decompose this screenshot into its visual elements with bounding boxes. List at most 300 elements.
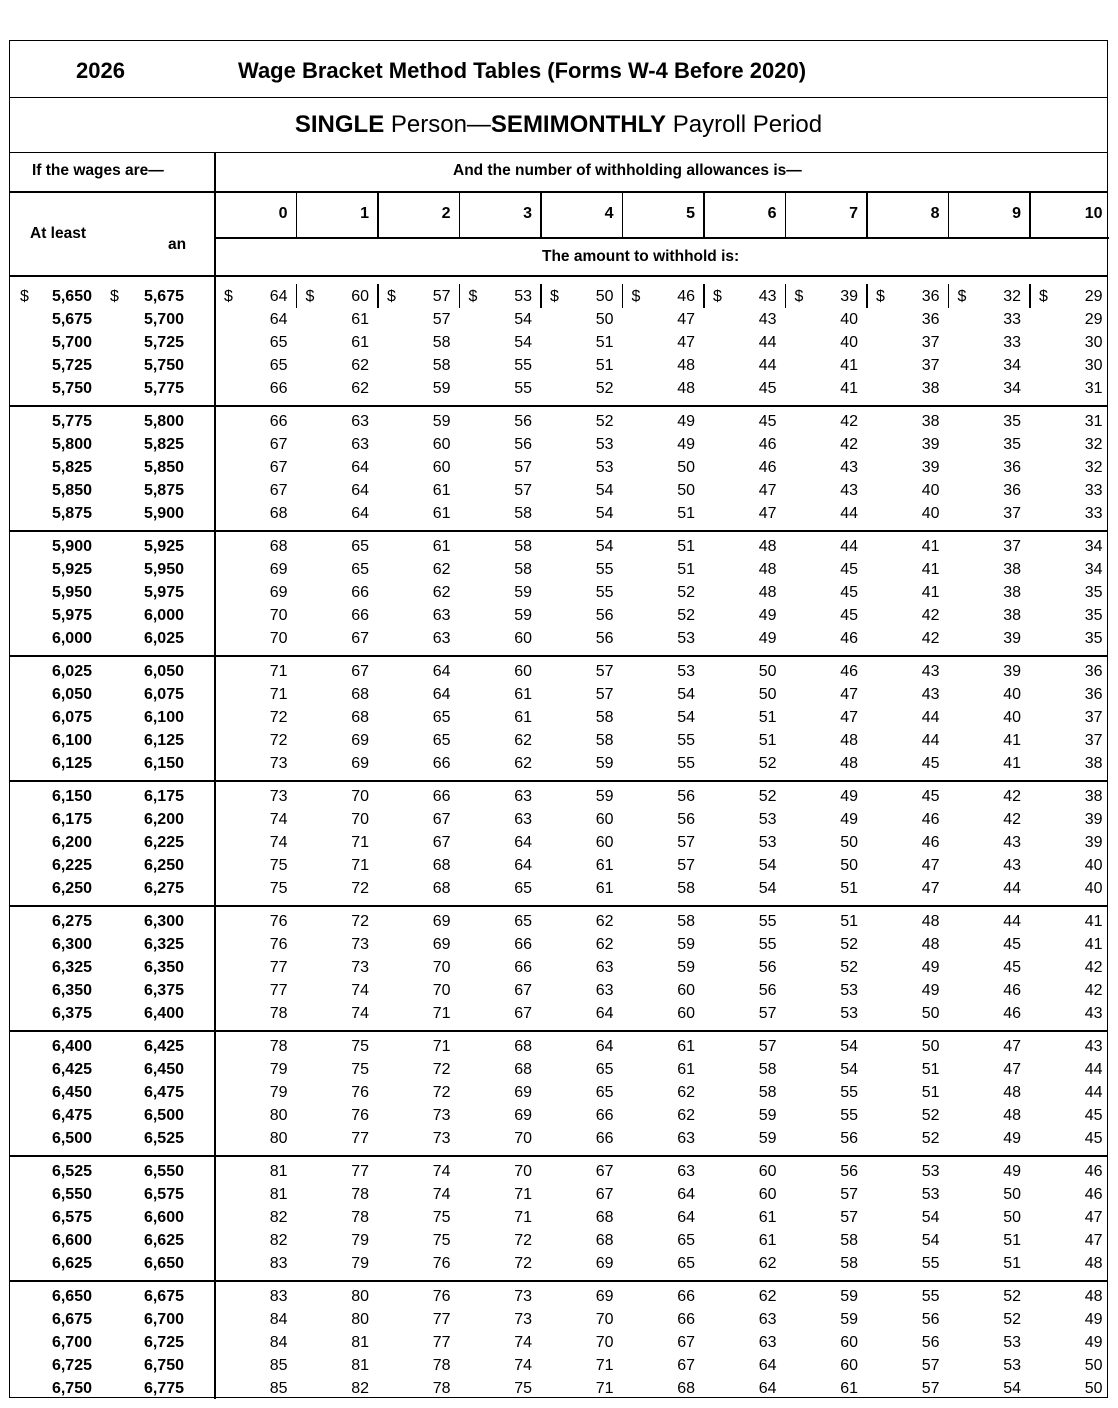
withholding-amount: 34 [1003, 380, 1021, 397]
withholding-amount: 32 [1084, 459, 1103, 476]
withholding-amount: 41 [1084, 913, 1103, 930]
withholding-amount: 52 [840, 959, 858, 976]
table-row [10, 979, 1107, 1002]
withholding-amount: 75 [351, 1061, 369, 1078]
withholding-amount: 63 [351, 436, 369, 453]
withholding-amount: 42 [921, 630, 940, 647]
withholding-amount: 50 [758, 686, 777, 703]
withholding-amount: 39 [1003, 630, 1021, 647]
withholding-amount: 76 [432, 1255, 451, 1272]
withholding-amount: 70 [595, 1334, 614, 1351]
table-row [10, 1081, 1107, 1104]
withholding-amount: 35 [1084, 584, 1103, 601]
withholding-amount: 48 [840, 732, 858, 749]
withholding-amount: 66 [595, 1107, 614, 1124]
withholding-amount: 58 [514, 505, 532, 522]
withholding-amount: 63 [514, 788, 532, 805]
table-row [10, 1035, 1107, 1058]
withholding-amount: 43 [840, 459, 858, 476]
wage-but-less-than: 5,925 [143, 538, 184, 555]
withholding-amount: 43 [1084, 1005, 1103, 1022]
withholding-amount: 79 [269, 1084, 288, 1101]
withholding-amount: 52 [840, 936, 858, 953]
allowance-column-5: 5 [686, 205, 695, 222]
allowance-column-1: 1 [360, 205, 369, 222]
withholding-amount: 78 [432, 1380, 451, 1397]
wage-but-less-than: 6,300 [143, 913, 184, 930]
filing-status: SINGLE [294, 111, 385, 138]
withholding-amount: 51 [677, 505, 695, 522]
withholding-amount: 58 [432, 334, 451, 351]
wage-but-less-than: 6,450 [143, 1061, 184, 1078]
withholding-amount: 56 [758, 982, 777, 999]
table-row [10, 1160, 1107, 1183]
withholding-amount: 74 [351, 982, 369, 999]
table-row [10, 354, 1107, 377]
table-row [10, 1104, 1107, 1127]
withholding-amount: 29 [1084, 288, 1103, 305]
withholding-amount: 45 [921, 755, 940, 772]
withholding-amount: 52 [758, 755, 777, 772]
withholding-amount: 71 [514, 1186, 532, 1203]
withholding-amount: 46 [921, 834, 940, 851]
withholding-amount: 65 [432, 709, 451, 726]
wage-but-less-than: 6,500 [143, 1107, 184, 1124]
withholding-amount: 38 [1084, 788, 1103, 805]
withholding-amount: 43 [1003, 857, 1021, 874]
withholding-amount: 32 [1003, 288, 1021, 305]
withholding-amount: 64 [351, 482, 369, 499]
wage-at-least: 6,225 [51, 857, 92, 874]
withholding-amount: 41 [1084, 936, 1103, 953]
withholding-amount: 54 [514, 334, 532, 351]
withholding-amount: 63 [432, 607, 451, 624]
withholding-amount: 73 [269, 755, 288, 772]
wage-bracket-table-document [9, 40, 1108, 1398]
withholding-amount: 74 [269, 834, 288, 851]
withholding-amount: 49 [921, 982, 940, 999]
withholding-amount: 70 [351, 811, 369, 828]
withholding-amount: 54 [1003, 1380, 1021, 1397]
withholding-amount: 45 [1003, 936, 1021, 953]
withholding-amount: 38 [1003, 561, 1021, 578]
table-row [10, 706, 1107, 729]
withholding-amount: 44 [921, 709, 940, 726]
withholding-amount: 72 [514, 1232, 532, 1249]
withholding-amount: 43 [840, 482, 858, 499]
allowance-column-2: 2 [441, 205, 451, 222]
withholding-amount: 66 [432, 788, 451, 805]
withholding-amount: 76 [269, 913, 288, 930]
withholding-amount: 38 [921, 380, 940, 397]
dollar-sign: $ [794, 288, 804, 305]
withholding-amount: 45 [758, 380, 777, 397]
withholding-amount: 66 [269, 413, 288, 430]
withholding-amount: 56 [595, 607, 614, 624]
withholding-amount: 74 [432, 1163, 451, 1180]
withholding-amount: 64 [595, 1038, 614, 1055]
withholding-amount: 30 [1084, 357, 1103, 374]
withholding-amount: 67 [677, 1334, 695, 1351]
withholding-amount: 58 [840, 1255, 858, 1272]
dollar-sign: $ [305, 288, 315, 305]
withholding-amount: 43 [1003, 834, 1021, 851]
withholding-amount: 48 [1003, 1107, 1021, 1124]
withholding-amount: 55 [921, 1255, 940, 1272]
withholding-amount: 35 [1003, 413, 1021, 430]
withholding-amount: 72 [351, 913, 369, 930]
withholding-amount: 67 [269, 459, 288, 476]
withholding-amount: 52 [595, 380, 614, 397]
row-group-divider [10, 1030, 1107, 1032]
withholding-amount: 38 [1003, 584, 1021, 601]
withholding-amount: 71 [432, 1038, 451, 1055]
withholding-amount: 35 [1084, 607, 1103, 624]
withholding-amount: 51 [1003, 1232, 1021, 1249]
withholding-amount: 61 [432, 482, 451, 499]
withholding-amount: 48 [840, 755, 858, 772]
withholding-amount: 67 [432, 811, 451, 828]
table-row [10, 683, 1107, 706]
withholding-amount: 50 [595, 288, 614, 305]
withholding-amount: 65 [514, 880, 532, 897]
withholding-amount: 60 [677, 1005, 695, 1022]
withholding-amount: 72 [269, 709, 288, 726]
table-row [10, 877, 1107, 900]
withholding-amount: 69 [595, 1255, 614, 1272]
withholding-amount: 50 [1084, 1380, 1103, 1397]
withholding-amount: 75 [269, 880, 288, 897]
wage-but-less-than: 6,325 [143, 936, 184, 953]
withholding-amount: 56 [677, 788, 695, 805]
withholding-amount: 53 [1003, 1357, 1021, 1374]
withholding-amount: 61 [514, 709, 532, 726]
withholding-amount: 58 [514, 538, 532, 555]
withholding-amount: 57 [758, 1038, 777, 1055]
withholding-amount: 51 [758, 732, 777, 749]
wage-at-least: 6,575 [51, 1209, 92, 1226]
withholding-amount: 64 [269, 288, 288, 305]
wage-but-less-than: 6,675 [143, 1288, 184, 1305]
wage-at-least: 6,175 [51, 811, 92, 828]
wage-but-less-than: 6,425 [143, 1038, 184, 1055]
withholding-amount: 69 [514, 1107, 532, 1124]
withholding-amount: 60 [432, 459, 451, 476]
withholding-amount: 77 [432, 1311, 451, 1328]
table-row [10, 604, 1107, 627]
withholding-amount: 61 [595, 880, 614, 897]
withholding-amount: 63 [677, 1163, 695, 1180]
withholding-amount: 58 [758, 1084, 777, 1101]
withholding-amount: 66 [269, 380, 288, 397]
withholding-amount: 53 [1003, 1334, 1021, 1351]
withholding-amount: 49 [1003, 1130, 1021, 1147]
wage-at-least: 6,100 [51, 732, 92, 749]
dollar-sign: $ [631, 288, 641, 305]
withholding-amount: 78 [269, 1005, 288, 1022]
withholding-amount: 55 [921, 1288, 940, 1305]
withholding-amount: 73 [269, 788, 288, 805]
wage-but-less-than: 6,250 [143, 857, 184, 874]
withholding-amount: 80 [269, 1107, 288, 1124]
wage-but-less-than: 5,700 [143, 311, 184, 328]
withholding-amount: 68 [269, 505, 288, 522]
withholding-amount: 68 [514, 1038, 532, 1055]
wage-at-least: 5,875 [51, 505, 92, 522]
withholding-amount: 68 [269, 538, 288, 555]
withholding-amount: 47 [1003, 1061, 1021, 1078]
withholding-amount: 63 [514, 811, 532, 828]
withholding-amount: 54 [677, 686, 695, 703]
withholding-amount: 52 [677, 607, 695, 624]
withholding-amount: 60 [840, 1334, 858, 1351]
withholding-amount: 59 [758, 1107, 777, 1124]
wage-but-less-than: 6,200 [143, 811, 184, 828]
wage-at-least: 5,975 [51, 607, 92, 624]
withholding-amount: 77 [351, 1163, 369, 1180]
withholding-amount: 31 [1084, 413, 1103, 430]
withholding-amount: 75 [432, 1209, 451, 1226]
withholding-amount: 51 [840, 880, 858, 897]
withholding-amount: 67 [514, 982, 532, 999]
withholding-amount: 34 [1084, 538, 1103, 555]
dollar-sign: $ [387, 288, 396, 305]
wage-at-least: 6,150 [51, 788, 92, 805]
withholding-amount: 47 [921, 880, 940, 897]
withholding-amount: 54 [758, 880, 777, 897]
table-row [10, 785, 1107, 808]
withholding-amount: 65 [514, 913, 532, 930]
withholding-amount: 54 [840, 1038, 858, 1055]
withholding-amount: 29 [1084, 311, 1103, 328]
withholding-amount: 41 [921, 584, 940, 601]
allowance-column-9: 9 [1012, 205, 1021, 222]
withholding-amount: 46 [840, 630, 858, 647]
withholding-amount: 43 [921, 686, 940, 703]
withholding-amount: 81 [351, 1357, 369, 1374]
withholding-amount: 62 [432, 584, 451, 601]
withholding-amount: 63 [758, 1311, 777, 1328]
wage-but-less-than: 6,150 [143, 755, 184, 772]
wage-at-least: 6,600 [51, 1232, 92, 1249]
withholding-amount: 43 [1084, 1038, 1103, 1055]
wage-at-least: 5,675 [51, 311, 92, 328]
withholding-amount: 48 [677, 357, 695, 374]
withholding-amount: 57 [921, 1357, 940, 1374]
withholding-amount: 37 [1084, 709, 1103, 726]
withholding-amount: 73 [351, 936, 369, 953]
withholding-amount: 62 [351, 380, 369, 397]
withholding-amount: 54 [677, 709, 695, 726]
withholding-amount: 71 [351, 834, 369, 851]
withholding-amount: 64 [432, 686, 451, 703]
withholding-amount: 52 [677, 584, 695, 601]
withholding-amount: 66 [432, 755, 451, 772]
withholding-amount: 60 [432, 436, 451, 453]
dollar-sign: $ [224, 288, 233, 305]
withholding-amount: 53 [921, 1163, 940, 1180]
withholding-amount: 54 [921, 1209, 940, 1226]
withholding-amount: 78 [351, 1186, 369, 1203]
wage-but-less-than: 5,825 [143, 436, 184, 453]
withholding-amount: 61 [677, 1061, 695, 1078]
withholding-amount: 40 [1003, 686, 1021, 703]
withholding-amount: 49 [758, 607, 777, 624]
column-separator [540, 191, 542, 237]
withholding-amount: 64 [677, 1186, 695, 1203]
withholding-amount: 65 [269, 334, 288, 351]
withholding-amount: 37 [921, 357, 940, 374]
withholding-amount: 61 [677, 1038, 695, 1055]
withholding-amount: 67 [595, 1186, 614, 1203]
withholding-amount: 70 [514, 1163, 532, 1180]
withholding-amount: 71 [432, 1005, 451, 1022]
withholding-amount: 49 [840, 788, 858, 805]
withholding-amount: 84 [269, 1311, 288, 1328]
withholding-amount: 65 [595, 1061, 614, 1078]
withholding-amount: 56 [840, 1130, 858, 1147]
table-row [10, 581, 1107, 604]
withholding-amount: 35 [1003, 436, 1021, 453]
withholding-amount: 47 [840, 709, 858, 726]
wage-at-least: 5,750 [51, 380, 92, 397]
withholding-amount: 40 [840, 334, 858, 351]
withholding-amount: 37 [1003, 538, 1021, 555]
withholding-amount: 73 [514, 1311, 532, 1328]
withholding-amount: 30 [1084, 334, 1103, 351]
withholding-amount: 72 [432, 1061, 451, 1078]
withholding-amount: 68 [351, 709, 369, 726]
withholding-amount: 44 [840, 538, 858, 555]
withholding-amount: 59 [432, 413, 451, 430]
withholding-amount: 60 [758, 1186, 777, 1203]
withholding-amount: 61 [595, 857, 614, 874]
wage-at-least: 5,725 [51, 357, 92, 374]
withholding-amount: 51 [677, 561, 695, 578]
column-separator [703, 191, 705, 237]
withholding-amount: 64 [432, 663, 451, 680]
table-row [10, 1058, 1107, 1081]
withholding-amount: 62 [677, 1084, 695, 1101]
withholding-amount: 53 [840, 1005, 858, 1022]
withholding-amount: 61 [432, 505, 451, 522]
withholding-amount: 64 [351, 505, 369, 522]
payroll-frequency: SEMIMONTHLY [490, 111, 667, 138]
row-group-divider [10, 655, 1107, 657]
withholding-amount: 52 [758, 788, 777, 805]
withholding-amount: 57 [595, 686, 614, 703]
wage-at-least: 6,325 [51, 959, 92, 976]
withholding-amount: 42 [840, 436, 858, 453]
withholding-amount: 56 [921, 1334, 940, 1351]
withholding-amount: 47 [840, 686, 858, 703]
withholding-amount: 37 [1003, 505, 1021, 522]
withholding-amount: 59 [677, 936, 695, 953]
wage-but-less-than: 5,750 [143, 357, 184, 374]
wage-but-less-than: 6,600 [143, 1209, 184, 1226]
withholding-amount: 59 [514, 607, 532, 624]
column-separator [296, 191, 298, 237]
withholding-amount: 48 [758, 538, 777, 555]
wage-but-less-than: 6,275 [143, 880, 184, 897]
withholding-amount: 56 [758, 959, 777, 976]
withholding-amount: 76 [351, 1084, 369, 1101]
withholding-amount: 55 [840, 1084, 858, 1101]
withholding-amount: 56 [677, 811, 695, 828]
withholding-amount: 49 [921, 959, 940, 976]
withholding-amount: 33 [1084, 482, 1103, 499]
withholding-amount: 59 [677, 959, 695, 976]
table-year: 2026 [76, 58, 125, 83]
withholding-amount: 55 [514, 357, 532, 374]
withholding-amount: 36 [1084, 686, 1103, 703]
withholding-amount: 68 [432, 880, 451, 897]
withholding-amount: 56 [921, 1311, 940, 1328]
withholding-amount: 49 [1084, 1334, 1103, 1351]
withholding-amount: 63 [351, 413, 369, 430]
wage-at-least: 6,075 [51, 709, 92, 726]
subtitle-period: Payroll Period [666, 111, 823, 138]
table-row [10, 558, 1107, 581]
withholding-amount: 81 [351, 1334, 369, 1351]
withholding-amount: 46 [921, 811, 940, 828]
row-group-divider [10, 530, 1107, 532]
withholding-amount: 67 [351, 663, 369, 680]
wage-but-less-than: 5,875 [143, 482, 184, 499]
withholding-amount: 58 [840, 1232, 858, 1249]
withholding-amount: 39 [1084, 834, 1103, 851]
withholding-amount: 68 [595, 1232, 614, 1249]
withholding-amount: 61 [514, 686, 532, 703]
withholding-amount: 40 [1003, 709, 1021, 726]
withholding-amount: 45 [1084, 1130, 1103, 1147]
withholding-amount: 59 [758, 1130, 777, 1147]
withholding-amount: 41 [921, 561, 940, 578]
title-row [10, 41, 1107, 98]
withholding-amount: 68 [595, 1209, 614, 1226]
withholding-amount: 57 [595, 663, 614, 680]
withholding-amount: 78 [432, 1357, 451, 1374]
withholding-amount: 44 [1003, 880, 1021, 897]
wage-at-least: 5,950 [51, 584, 92, 601]
withholding-amount: 53 [677, 663, 695, 680]
withholding-amount: 80 [351, 1311, 369, 1328]
wage-but-less-than: 6,025 [143, 630, 184, 647]
wage-but-less-than: 5,850 [143, 459, 184, 476]
withholding-amount: 40 [921, 482, 940, 499]
withholding-amount: 66 [514, 959, 532, 976]
wage-but-less-than: 6,475 [143, 1084, 184, 1101]
withholding-amount: 47 [758, 505, 777, 522]
withholding-amount: 66 [351, 607, 369, 624]
wage-but-less-than: 5,725 [143, 334, 184, 351]
withholding-amount: 73 [514, 1288, 532, 1305]
withholding-amount: 74 [432, 1186, 451, 1203]
dollar-sign: $ [468, 288, 478, 305]
withholding-amount: 63 [677, 1130, 695, 1147]
wage-but-less-than: 5,800 [143, 413, 184, 430]
withholding-amount: 34 [1003, 357, 1021, 374]
wage-at-least: 6,250 [51, 880, 92, 897]
withholding-amount: 68 [351, 686, 369, 703]
wage-but-less-than: 5,900 [143, 505, 184, 522]
withholding-amount: 82 [269, 1209, 288, 1226]
withholding-amount: 63 [432, 630, 451, 647]
withholding-amount: 48 [1084, 1288, 1103, 1305]
withholding-amount: 38 [921, 413, 940, 430]
withholding-amount: 54 [840, 1061, 858, 1078]
withholding-amount: 51 [921, 1084, 940, 1101]
